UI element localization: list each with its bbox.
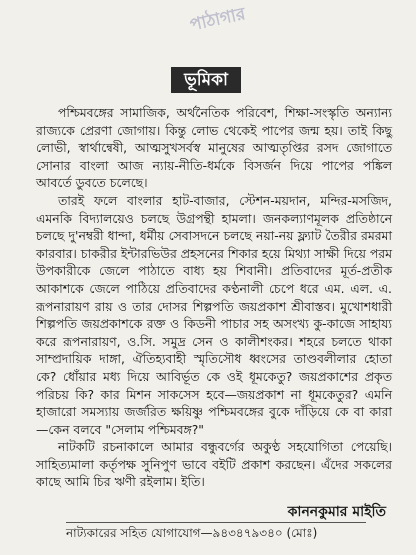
- paragraph-2: তারই ফলে বাংলার হাট-বাজার, স্টেশন-ময়দান, মন্দির-মসজিদ, এমনকি বিদ্যালয়েও চলছে উগ্রপন্থী হামলা। জনকল্যাণমূলক প্রতিষ্ঠানে চলছে দু'নম্বরী ধান্দা, ধর্মীয় সেবাসদনে চলছে নয়া-নয় ফ্ল্যাট তৈরীর রমরমা কারবার। চাকরীর ইন্টারভিউর প্রহসনের শিকার হয়ে মিথ্যা সাক্ষী দিয়ে পরম উপকারীকে জেলে পাঠাতে বাধ্য হয় শিবানী। প্রতিবাদের মূর্ত-প্রতীক আকাশকে জেলে পাঠিয়ে প্রতিবাদের কণ্ঠনালী চেপে ধরে এম. এল. এ. রূপনারায়ণ রায় ও তার দোসর শিল্পপতি জয়প্রকাশ শ্রীবাস্তব। মুখোশধারী শিল্পপতি জয়প্রকাশকে রক্ত ও কিডনী পাচার সহ অসংখ্য কু-কাজে সাহায্য করে রূপনারায়ণ, ও.সি. সমুদ্র সেন ও কালীশংকর। শহরে চলতে থাকা সাম্প্রদায়িক দাঙ্গা, ঐতিহ্যবাহী স্মৃতিসৌধ ধ্বংসের তাণ্ডবলীলার হোতা কে? ধোঁয়ার মধ্য দিয়ে আবির্ভূত কে ওই ধূমকেতু? জয়প্রকাশের প্রকৃত পরিচয় কি? কার মিশন সাকসেস হবে—জয়প্রকাশ না ধূমকেতুর? এমনি হাজারো সমস্যায় জর্জরিত ক্ষয়িষ্ণু পশ্চিমবঙ্গের বুকে দাঁড়িয়ে কে বা কারা—কেন বলবে "সেলাম পশ্চিমবঙ্গ?": [36, 192, 392, 437]
- paragraph-1: পশ্চিমবঙ্গের সামাজিক, অর্থনৈতিক পরিবেশ, শিক্ষা-সংস্কৃতি অন্যান্য রাজ্যকে প্রেরণা জোগায়। কিন্তু লোভ থেকেই পাপের জন্ম হয়। তাই কিছু লোভী, স্বার্থান্বেষী, আত্মসুখসর্বস্ব মানুষের আত্মতৃপ্তির রসদ জোগাতে সোনার বাংলা আজ ন্যায়-নীতি-ধর্মকে বিসর্জন দিয়ে পাপের পঙ্কিল আবর্তে ডুবতে চলেছে।: [36, 105, 392, 191]
- preface-body: [36, 104, 392, 491]
- author-signature: কাননকুমার মাইতি: [287, 504, 386, 520]
- paragraph-3: নাটকটি রচনাকালে আমার বন্ধুবর্গের অকুণ্ঠ সহযোগিতা পেয়েছি। সাহিত্যমালা কর্তৃপক্ষ সুনিপুণ ভাবে বইটি প্রকাশ করছেন। এঁদের সকলের কাছে আমি চির ঋণী রইলাম। ইতি।: [36, 439, 392, 490]
- page-title: ভূমিকা: [171, 67, 241, 93]
- library-stamp: পাঠাগার: [188, 4, 248, 36]
- author-contact: নাট্যকারের সহিত যোগাযোগ—৯৪৩৪৭৯৩৪০ (মোঃ): [66, 522, 366, 545]
